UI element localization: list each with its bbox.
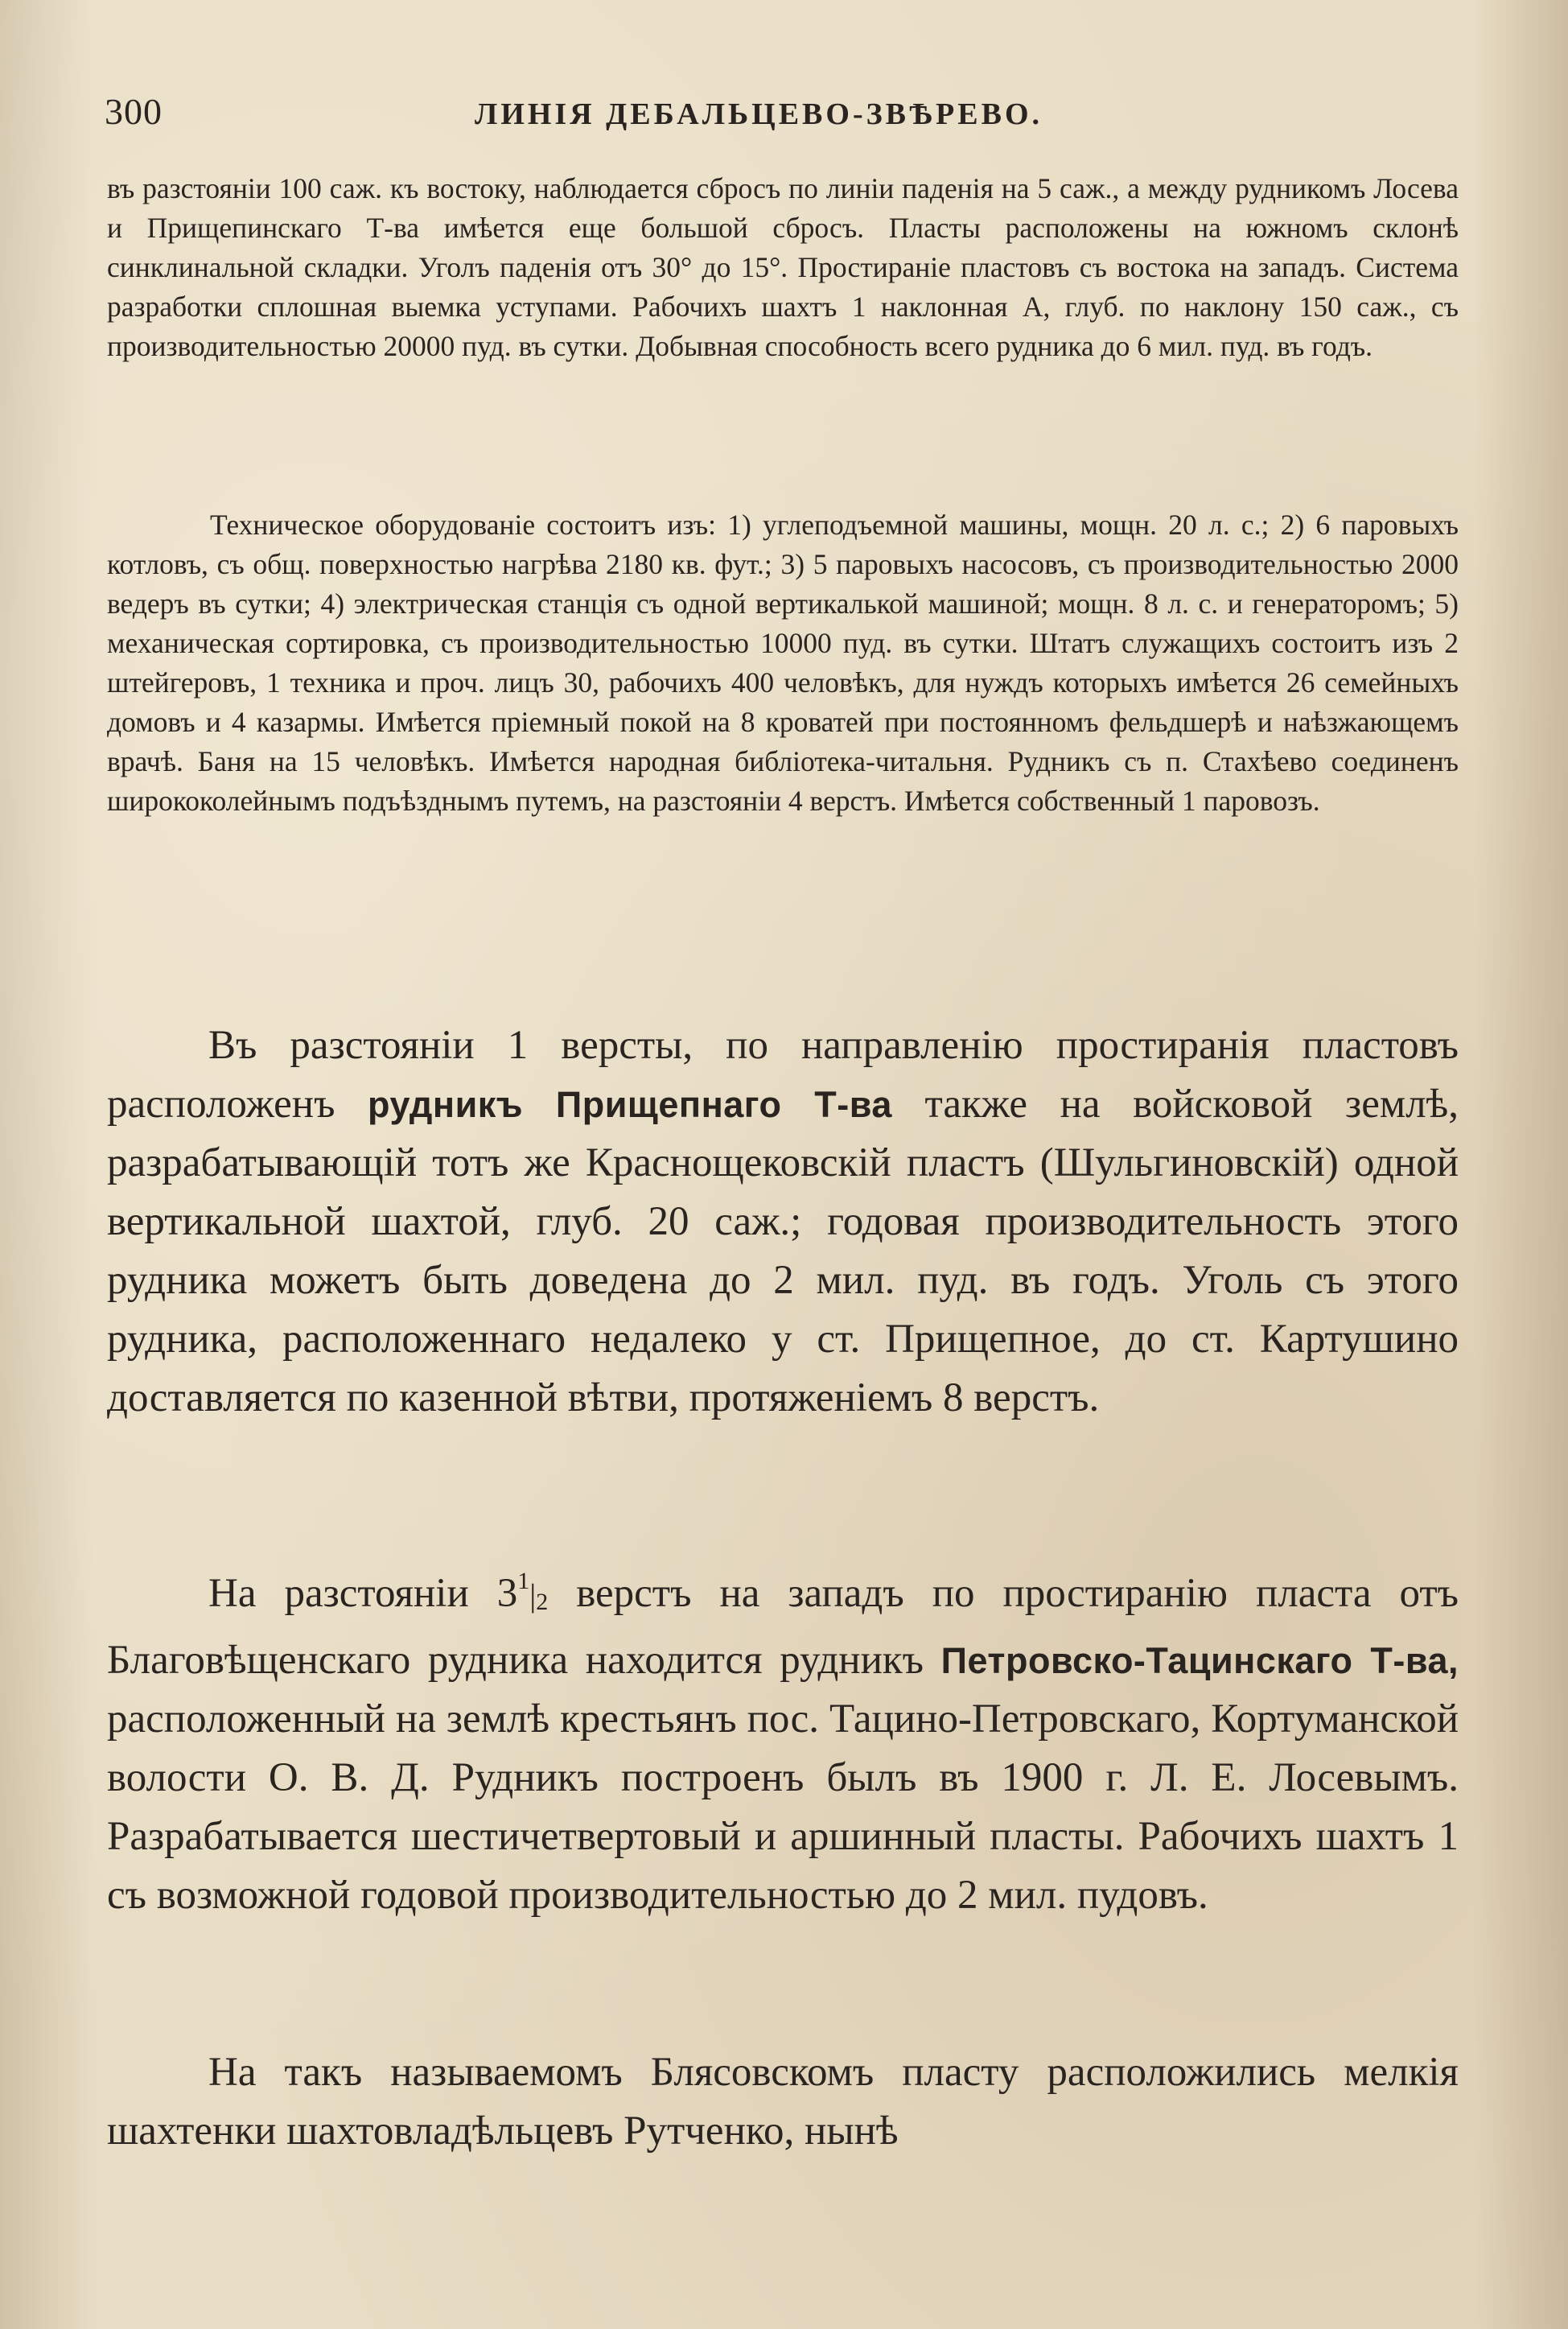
- text-run: расположенный на землѣ крестьянъ пос. Тацино-Петровскаго, Кортуманской волости О. В. Д. Рудникъ построенъ былъ въ 1900 г. Л. Е. Лосевымъ. Разрабатывается шестичетвертовый и аршинный пласты. Рабочихъ шахтъ 1 съ возможной годовой производительностью до 2 мил. пудовъ.: [107, 1696, 1459, 1918]
- fraction-numerator: 1: [517, 1568, 530, 1594]
- paragraph-text: въ разстояніи 100 саж. къ востоку, наблюдается сбросъ по линіи паденія на 5 саж., а между рудникомъ Лосева и Прищепинскаго Т-ва имѣется еще большой сбросъ. Пласты расположены на южномъ склонѣ синклинальной складки. Уголъ паденія отъ 30° до 15°. Простираніе пластовъ съ востока на западъ. Система разработки сплошная выемка уступами. Рабочихъ шахтъ 1 наклонная А, глуб. по наклону 150 саж., съ производительностью 20000 пуд. въ сутки. Добывная способность всего рудника до 6 мил. пуд. въ годъ.: [107, 172, 1459, 362]
- paragraph-text: Техническое оборудованіе состоитъ изъ: 1) углеподъемной машины, мощн. 20 л. с.; 2) 6 паровыхъ котловъ, съ общ. поверхностью нагрѣва 2180 кв. фут.; 3) 5 паровыхъ насосовъ, съ производительностью 2000 ведеръ въ сутки; 4) электрическая станція съ одной вертикалькой машиной; мощн. 8 л. с. и генераторомъ; 5) механическая сортировка, съ производительностью 10000 пуд. въ сутки. Штатъ служащихъ состоитъ изъ 2 штейгеровъ, 1 техника и проч. лицъ 30, рабочихъ 400 человѣкъ, для нуждъ которыхъ имѣется 26 семейныхъ домовъ и 4 казармы. Имѣется пріемный покой на 8 кроватей при постоянномъ фельдшерѣ и наѣзжающемъ врачѣ. Баня на 15 человѣкъ. Имѣется народная библіотека-читальня. Рудникъ съ п. Стахѣево соединенъ ширококолейнымъ подъѣзднымъ путемъ, на разстояніи 4 верстъ. Имѣется собственный 1 паровозъ.: [107, 509, 1459, 817]
- text-run: На разстояніи 3: [208, 1571, 518, 1616]
- paragraph-blyasovsky-seam: [107, 2043, 1459, 2161]
- text-run: Въ разстояніи 1 версты, по направленію простиранія пластовъ расположенъ: [107, 1023, 1459, 1127]
- text-run: верстъ на западъ по простиранію пласта отъ Благовѣщенскаго рудника находится рудникъ: [107, 1571, 1459, 1683]
- mine-name-emphasis: рудникъ Прищепнаго Т-ва: [368, 1084, 892, 1125]
- running-head: ЛИНІЯ ДЕБАЛЬЦЕВО-ЗВѢРЕВО.: [475, 97, 1043, 131]
- page-header: [105, 90, 1472, 146]
- paragraph-mine-description: [107, 169, 1459, 366]
- paragraph-prishchepny-mine: [107, 1016, 1459, 1428]
- paragraph-technical-equipment: [107, 505, 1459, 821]
- paragraph-text: [107, 1016, 1459, 1428]
- fraction-denominator: 2: [536, 1589, 549, 1615]
- paragraph-text: [107, 1552, 1459, 1925]
- paragraph-petrovsko-tatsinsky-mine: [107, 1552, 1459, 1925]
- paragraph-text: На такъ называемомъ Блясовскомъ пласту расположились мелкія шахтенки шахтовладѣльцевъ Рутченко, нынѣ: [107, 2050, 1459, 2154]
- page-number: 300: [105, 91, 163, 132]
- fraction-bar: |: [529, 1577, 537, 1614]
- mine-name-emphasis: Петровско-Тацинскаго Т-ва,: [940, 1640, 1459, 1681]
- text-run: также на войсковой землѣ, разрабатывающій тотъ же Краснощековскій пластъ (Шульгиновскій) одной вертикальной шахтой, глуб. 20 саж.; годовая производительность этого рудника можетъ быть доведена до 2 мил. пуд. въ годъ. Уголь съ этого рудника, расположеннаго недалеко у ст. Прищепное, до ст. Картушино доставляется по казенной вѣтви, протяженіемъ 8 верстъ.: [107, 1082, 1459, 1420]
